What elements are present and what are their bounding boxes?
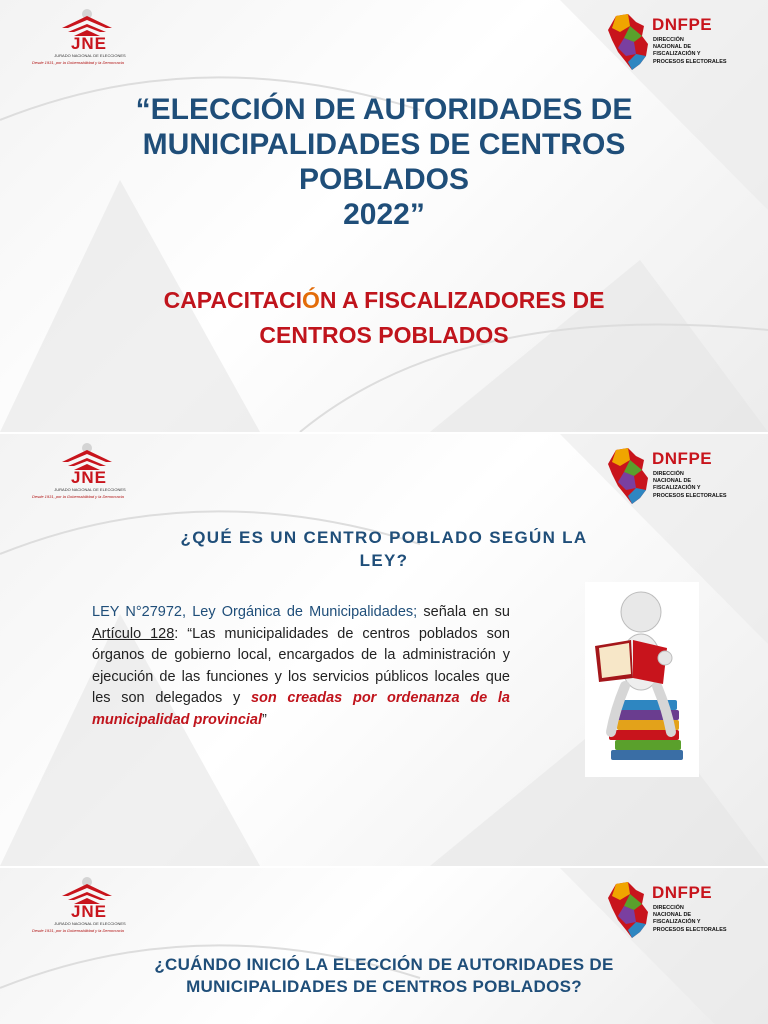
dnfpe-title: DNFPE	[652, 449, 713, 468]
peru-map-icon	[606, 12, 652, 72]
question-title	[100, 526, 668, 572]
jne-logo	[30, 440, 160, 502]
law-text-body: : “Las municipalidades de centros poblados son órganos de gobierno local, encargados de la administración y ejecución de las funciones y los servicios públicos locales que les son delegados y	[92, 625, 510, 707]
dnfpe-line-3: FISCALIZACIÓN Y	[653, 485, 701, 492]
main-title-line-1: “ELECCIÓN DE AUTORIDADES DE	[135, 93, 633, 126]
law-reference: LEY N°27972, Ley Orgánica de Municipalidades;	[92, 604, 418, 620]
question-line-2: MUNICIPALIDADES DE CENTROS POBLADOS?	[186, 977, 582, 996]
dnfpe-subtitle	[653, 905, 745, 934]
dnfpe-title: DNFPE	[652, 883, 713, 902]
subtitle-line-2: CENTROS POBLADOS	[259, 322, 509, 348]
subtitle-pre: CAPACITACI	[163, 287, 302, 313]
dnfpe-line-4: PROCESOS ELECTORALES	[653, 492, 727, 499]
jne-text: JNE	[70, 468, 108, 487]
training-subtitle	[100, 283, 668, 353]
slide-3	[0, 868, 768, 1024]
main-title-line-4: 2022”	[343, 198, 425, 231]
article-reference: Artículo 128	[92, 625, 175, 642]
jne-subtitle: JURADO NACIONAL DE ELECCIONES	[54, 53, 126, 58]
dnfpe-line-4: PROCESOS ELECTORALES	[653, 58, 727, 65]
dnfpe-subtitle	[653, 37, 745, 66]
jne-text: JNE	[70, 902, 108, 921]
slide-2	[0, 434, 768, 866]
dnfpe-title: DNFPE	[652, 15, 713, 34]
person-reading-on-books-icon	[585, 582, 699, 777]
jne-tagline: Desde 1931, por la Gobernabilidad y la Democracia	[32, 60, 124, 65]
law-emphasis: son creadas por ordenanza de la municipalidad provincial	[92, 690, 510, 728]
dnfpe-line-4: PROCESOS ELECTORALES	[653, 926, 727, 933]
subtitle-post: N A FISCALIZADORES DE	[319, 287, 605, 313]
dnfpe-logo	[606, 12, 746, 74]
jne-tagline: Desde 1931, por la Gobernabilidad y la Democracia	[32, 928, 124, 933]
dnfpe-line-3: FISCALIZACIÓN Y	[653, 51, 701, 58]
dnfpe-line-2: NACIONAL DE	[653, 478, 692, 485]
slide-1	[0, 0, 768, 432]
jne-logo	[30, 874, 160, 936]
subtitle-accent-letter: Ó	[302, 287, 320, 313]
jne-logo	[30, 6, 160, 68]
dnfpe-line-1: DIRECCIÓN	[653, 471, 684, 477]
question-line-2: LEY?	[359, 551, 409, 570]
dnfpe-line-1: DIRECCIÓN	[653, 37, 684, 43]
main-title-line-3: POBLADOS	[298, 163, 469, 196]
dnfpe-line-1: DIRECCIÓN	[653, 905, 684, 911]
peru-map-icon	[606, 880, 652, 940]
question-line-1: ¿CUÁNDO INICIÓ LA ELECCIÓN DE AUTORIDADES DE	[154, 955, 614, 974]
law-text-end: ”	[262, 711, 267, 728]
dnfpe-line-3: FISCALIZACIÓN Y	[653, 919, 701, 926]
jne-subtitle: JURADO NACIONAL DE ELECCIONES	[54, 487, 126, 492]
subtitle-line-1	[100, 283, 668, 318]
question-title	[60, 954, 708, 998]
dnfpe-logo	[606, 446, 746, 508]
dnfpe-line-2: NACIONAL DE	[653, 44, 692, 51]
jne-tagline: Desde 1931, por la Gobernabilidad y la Democracia	[32, 494, 124, 499]
dnfpe-logo	[606, 880, 746, 942]
dnfpe-subtitle	[653, 471, 745, 500]
main-title	[60, 92, 708, 232]
main-title-line-2: MUNICIPALIDADES DE CENTROS	[142, 128, 626, 161]
jne-subtitle: JURADO NACIONAL DE ELECCIONES	[54, 921, 126, 926]
law-paragraph	[92, 602, 510, 732]
peru-map-icon	[606, 446, 652, 506]
question-line-1: ¿QUÉ ES UN CENTRO POBLADO SEGÚN LA	[180, 528, 588, 547]
jne-text: JNE	[70, 34, 108, 53]
law-text-pre: señala en su	[417, 604, 510, 620]
dnfpe-line-2: NACIONAL DE	[653, 912, 692, 919]
